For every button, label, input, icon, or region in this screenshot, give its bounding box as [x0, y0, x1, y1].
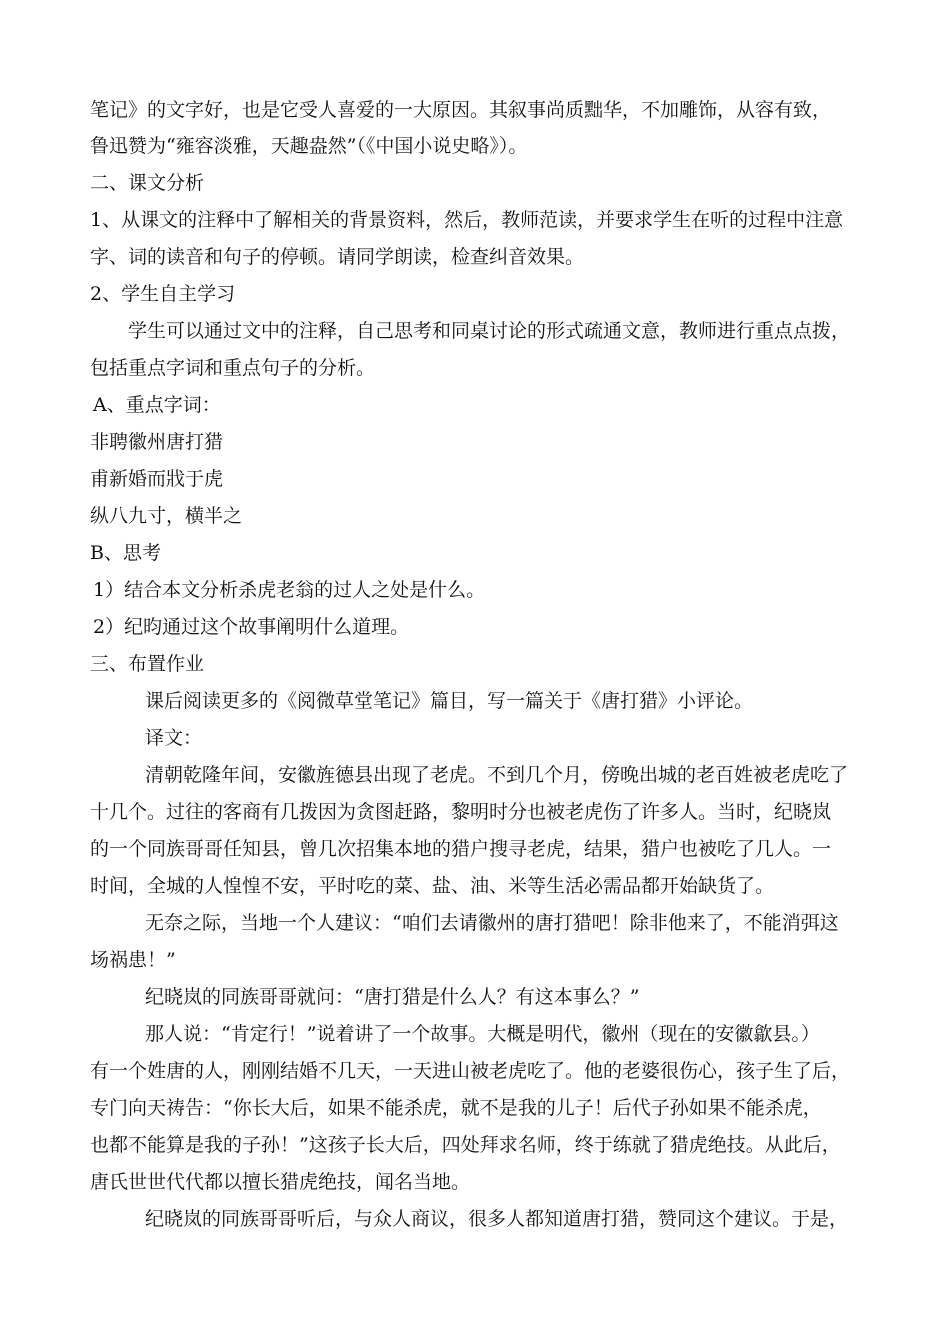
text-line: 有一个姓唐的人，刚刚结婚不几天，一天进山被老虎吃了。他的老婆很伤心，孩子生了后，: [90, 1060, 851, 1082]
list-heading: B、思考: [90, 542, 161, 564]
list-item: 纵八九寸，横半之: [90, 505, 243, 527]
text-line: 那人说：“肯定行！”说着讲了一个故事。大概是明代，徽州（现在的安徽歙县。）: [145, 1023, 820, 1045]
text-line: 课后阅读更多的《阅微草堂笔记》篇目，写一篇关于《唐打猎》小评论。: [145, 690, 754, 712]
text-line: 1、从课文的注释中了解相关的背景资料，然后，教师范读，并要求学生在听的过程中注意: [90, 209, 844, 231]
text-line: 也都不能算是我的子孙！”这孩子长大后，四处拜求名师，终于练就了猎虎绝技。从此后，: [90, 1134, 841, 1156]
text-line: 时间，全城的人惶惶不安，平时吃的菜、盐、油、米等生活必需品都开始缺货了。: [90, 875, 775, 897]
text-line: 清朝乾隆年间，安徽旌德县出现了老虎。不到几个月，傍晚出城的老百姓被老虎吃了: [145, 764, 849, 786]
text-line: 十几个。过往的客商有几拨因为贪图赶路，黎明时分也被老虎伤了许多人。当时，纪晓岚: [90, 801, 832, 823]
text-line: 笔记》的文字好，也是它受人喜爱的一大原因。其叙事尚质黜华，不加雕饰，从容有致，: [90, 99, 832, 121]
list-item: 2）纪昀通过这个故事阐明什么道理。: [93, 616, 410, 638]
text-line: 纪晓岚的同族哥哥就问：“唐打猎是什么人？有这本事么？”: [145, 986, 640, 1008]
text-line: 场祸患！”: [90, 949, 176, 971]
translation-heading: 译文：: [145, 727, 203, 749]
text-line: 唐氏世世代代都以擅长猎虎绝技，闻名当地。: [90, 1171, 471, 1193]
text-line: 字、词的读音和句子的停顿。请同学朗读，检查纠音效果。: [90, 246, 585, 268]
section-heading: 二、课文分析: [90, 172, 205, 194]
list-item: 非聘徽州唐打猎: [90, 431, 224, 453]
text-line: 无奈之际，当地一个人建议：“咱们去请徽州的唐打猎吧！除非他来了，不能消弭这: [145, 912, 839, 934]
text-line: 学生可以通过文中的注释，自己思考和同桌讨论的形式疏通文意，教师进行重点点拨，: [128, 320, 851, 342]
list-heading: A、重点字词：: [93, 394, 221, 416]
text-line: 包括重点字词和重点句子的分析。: [90, 357, 376, 379]
subsection-heading: 2、学生自主学习: [90, 283, 236, 305]
text-line: 纪晓岚的同族哥哥听后，与众人商议，很多人都知道唐打猎，赞同这个建议。于是，: [145, 1208, 849, 1230]
section-heading: 三、布置作业: [90, 653, 205, 675]
list-item: 甫新婚而戕于虎: [90, 468, 224, 490]
text-line: 专门向天祷告：“你长大后，如果不能杀虎，就不是我的儿子！后代子孙如果不能杀虎，: [90, 1097, 822, 1119]
text-line: 的一个同族哥哥任知县，曾几次招集本地的猎户搜寻老虎，结果，猎户也被吃了几人。一: [90, 838, 832, 860]
list-item: 1）结合本文分析杀虎老翁的过人之处是什么。: [93, 579, 486, 601]
text-line: 鲁迅赞为“雍容淡雅，天趣盎然”（《中国小说史略》）。: [90, 135, 528, 157]
